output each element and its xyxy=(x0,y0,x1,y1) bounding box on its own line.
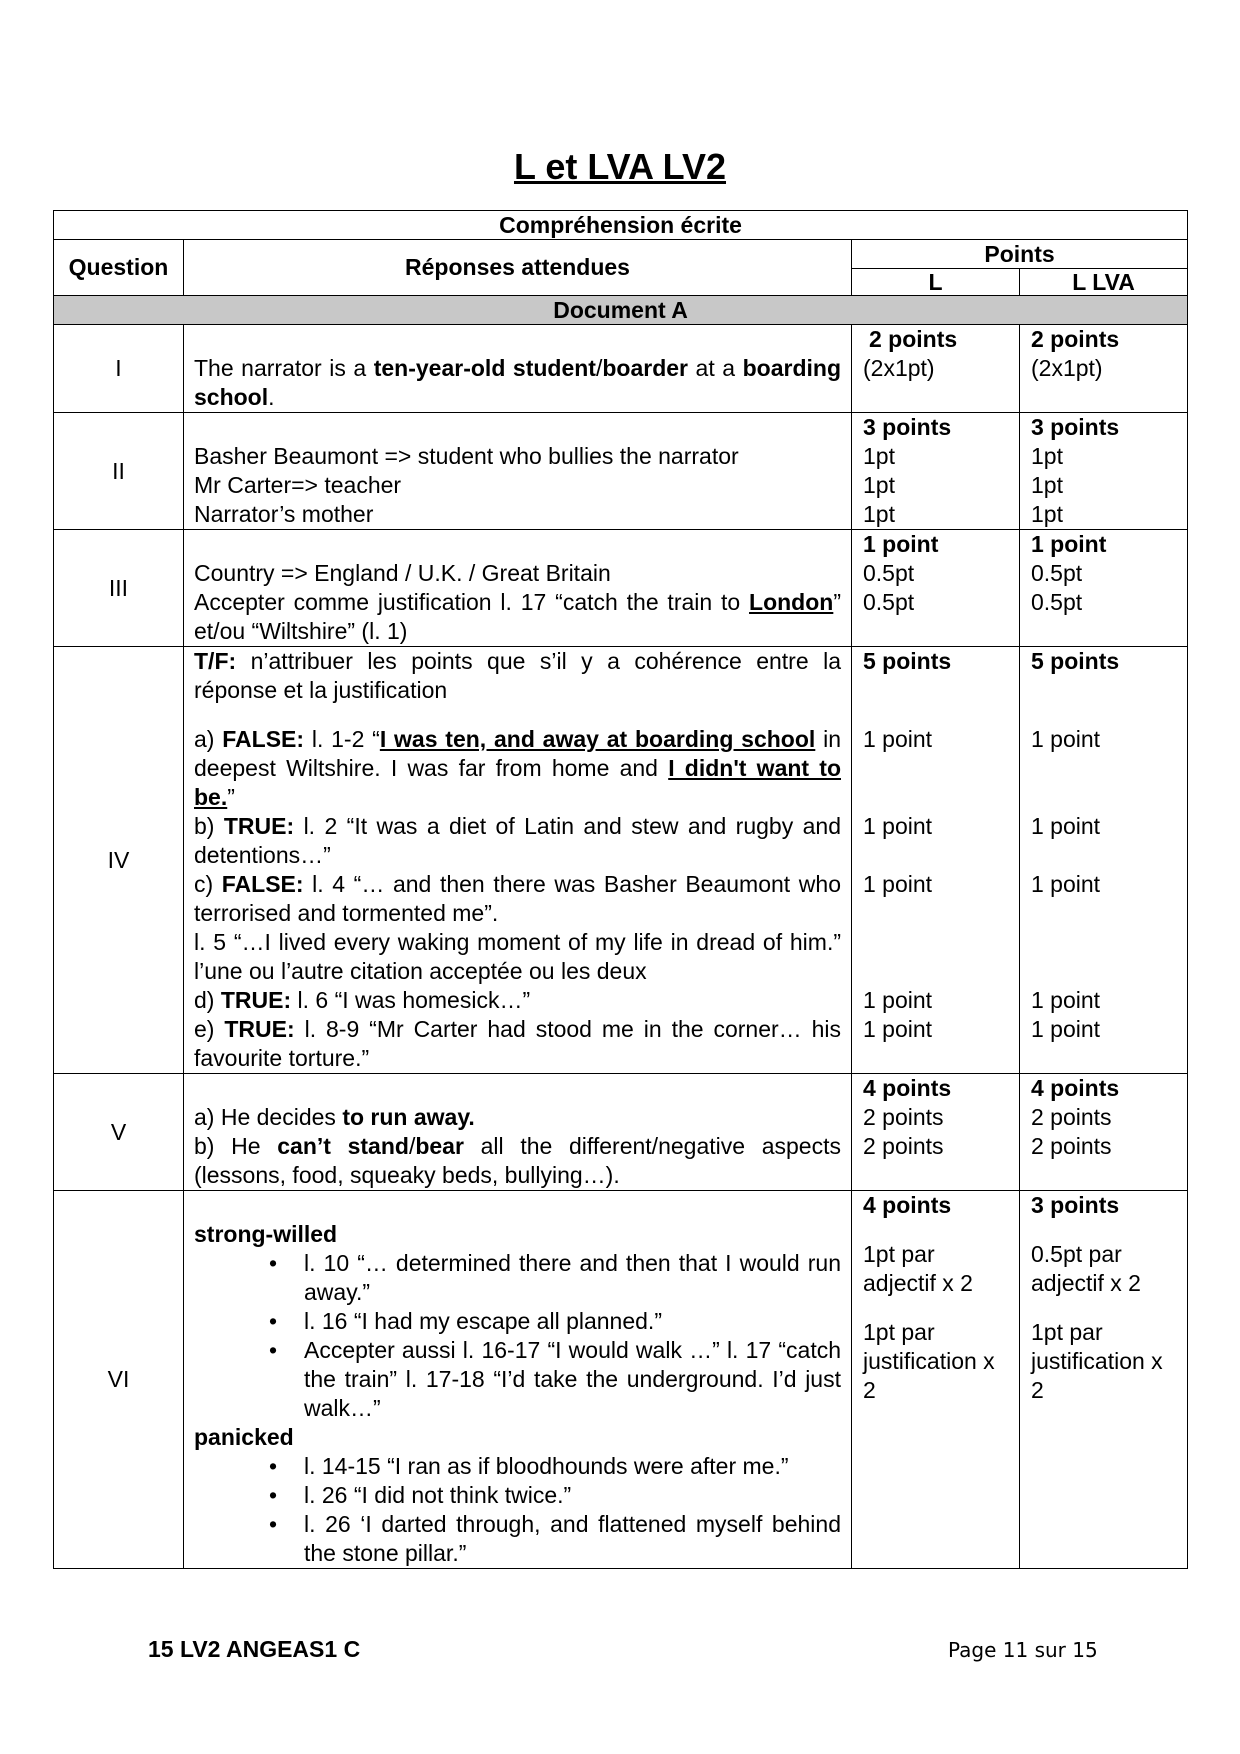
answers-column-header: Réponses attendues xyxy=(184,240,852,296)
grading-table xyxy=(53,210,1188,1569)
page-title: L et LVA LV2 xyxy=(513,146,727,187)
points-l-cell: 5 points 1 point 1 point 1 point 1 point 1 point xyxy=(852,647,1020,1074)
points-l-cell: 4 points 2 points 2 points xyxy=(852,1074,1020,1191)
exam-code: 15 LV2 ANGEAS1 C xyxy=(148,1636,361,1662)
page-number: Page 11 sur 15 xyxy=(948,1638,1098,1662)
answer-cell: Country => England / U.K. / Great Britain Accepter comme justification l. 17 “catch the train to London” et/ou “Wiltshire” (l. 1) xyxy=(184,530,852,647)
list-item: • l. 16 “I had my escape all planned.” xyxy=(304,1307,841,1336)
question-number: I xyxy=(54,325,184,413)
answer-cell: Basher Beaumont => student who bullies the narrator Mr Carter=> teacher Narrator’s mother xyxy=(184,413,852,530)
question-number: II xyxy=(54,413,184,530)
points-l-cell: 1 point 0.5pt 0.5pt xyxy=(852,530,1020,647)
points-l-cell: 2 points (2x1pt) xyxy=(852,325,1020,413)
table-row xyxy=(54,413,1188,530)
list-item: • l. 10 “… determined there and then that I would run away.” xyxy=(304,1249,841,1307)
question-number: V xyxy=(54,1074,184,1191)
points-llva-cell: 2 points (2x1pt) xyxy=(1020,325,1188,413)
justification-list xyxy=(194,1452,841,1568)
question-number: VI xyxy=(54,1191,184,1569)
answer-cell: a) He decides to run away. b) He can’t stand/bear all the different/negative aspects (lessons, food, squeaky beds, bullying…). xyxy=(184,1074,852,1191)
table-row xyxy=(54,1191,1188,1569)
points-llva-cell: 3 points 1pt 1pt 1pt xyxy=(1020,413,1188,530)
points-llva-cell: 5 points 1 point 1 point 1 point 1 point 1 point xyxy=(1020,647,1188,1074)
points-column-header: Points xyxy=(852,240,1188,269)
points-llva-cell: 3 points 0.5pt par adjectif x 2 1pt par justification x 2 xyxy=(1020,1191,1188,1569)
table-row xyxy=(54,1074,1188,1191)
l-column-header: L xyxy=(852,269,1020,296)
points-llva-cell: 4 points 2 points 2 points xyxy=(1020,1074,1188,1191)
justification-list xyxy=(194,1249,841,1423)
points-l-cell: 3 points 1pt 1pt 1pt xyxy=(852,413,1020,530)
points-llva-cell: 1 point 0.5pt 0.5pt xyxy=(1020,530,1188,647)
list-item: • l. 26 “I did not think twice.” xyxy=(304,1481,841,1510)
answer-cell xyxy=(184,1191,852,1569)
table-row xyxy=(54,530,1188,647)
answer-cell: The narrator is a ten-year-old student/boarder at a boarding school. xyxy=(184,325,852,413)
question-number: III xyxy=(54,530,184,647)
list-item: • Accepter aussi l. 16-17 “I would walk …” l. 17 “catch the train” l. 17-18 “I’d take the underground. I’d just walk…” xyxy=(304,1336,841,1423)
question-column-header: Question xyxy=(54,240,184,296)
list-item: • l. 14-15 “I ran as if bloodhounds were after me.” xyxy=(304,1452,841,1481)
answer-cell: T/F: n’attribuer les points que s’il y a cohérence entre la réponse et la justification a) FALSE: l. 1-2 “I was ten, and away at boarding school in deepest Wiltshire. I was far from home and I didn't want to be.” b) TRUE: l. 2 “It was a diet of Latin and stew and rugby and detentions…” c) FALSE: l. 4 “… and then there was Basher Beaumont who terrorised and tormented me”. l. 5 “…I lived every waking moment of my life in dread of him.” l’une ou l’autre citation acceptée ou les deux d) TRUE: l. 6 “I was homesick…” e) TRUE: l. 8-9 “Mr Carter had stood me in the corner… his favourite torture.” xyxy=(184,647,852,1074)
document-label: Document A xyxy=(54,296,1188,325)
section-header: Compréhension écrite xyxy=(54,211,1188,240)
adjective-label: panicked xyxy=(194,1424,294,1450)
question-number: IV xyxy=(54,647,184,1074)
table-row xyxy=(54,647,1188,1074)
table-row xyxy=(54,325,1188,413)
adjective-label: strong-willed xyxy=(194,1221,338,1247)
list-item: • l. 26 ‘I darted through, and flattened myself behind the stone pillar.” xyxy=(304,1510,841,1568)
llva-column-header: L LVA xyxy=(1020,269,1188,296)
points-l-cell: 4 points 1pt par adjectif x 2 1pt par justification x 2 xyxy=(852,1191,1020,1569)
